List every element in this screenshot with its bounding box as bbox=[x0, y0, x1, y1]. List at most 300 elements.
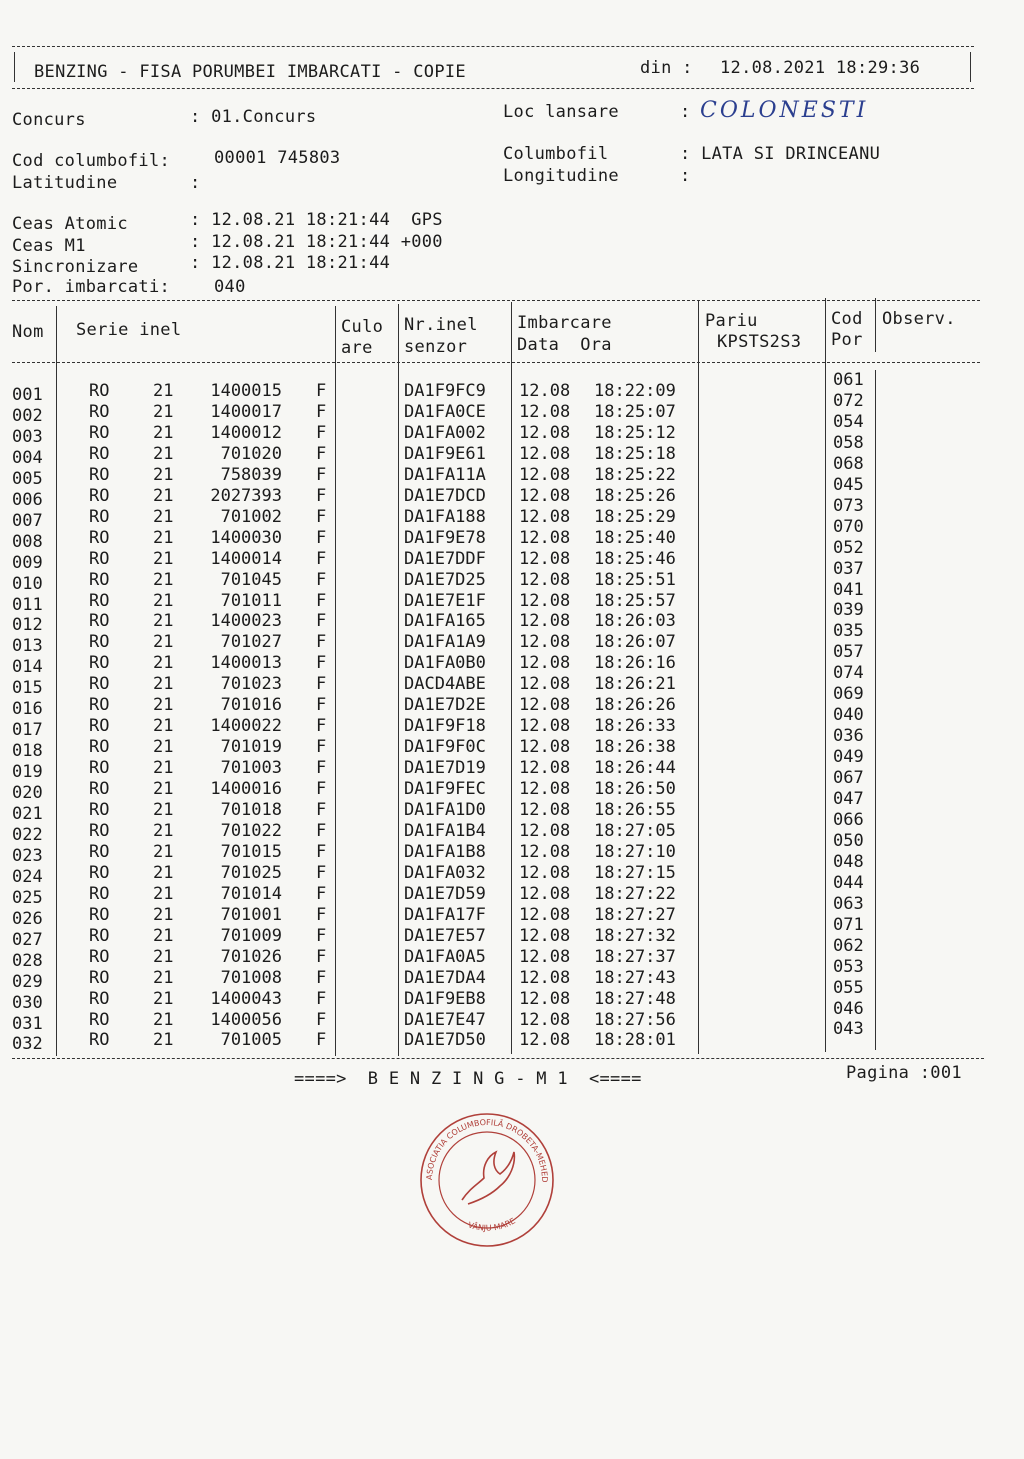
row-data: 12.08 bbox=[519, 820, 571, 841]
cod-por-value: 055 bbox=[833, 977, 864, 998]
cod-por-value: 050 bbox=[833, 830, 864, 851]
row-nom: 021 bbox=[12, 804, 43, 824]
row-an: 21 bbox=[153, 527, 174, 548]
row-nr-inel: 701005 bbox=[220, 1030, 282, 1051]
cod-por-value: 047 bbox=[833, 789, 864, 809]
row-nr-inel: 701003 bbox=[220, 758, 282, 779]
row-sex: F bbox=[316, 527, 327, 548]
row-nr-inel: 1400022 bbox=[210, 716, 282, 737]
row-sex: F bbox=[316, 946, 327, 967]
row-an: 21 bbox=[153, 695, 174, 716]
row-nom: 025 bbox=[12, 887, 43, 908]
cod-por-value: 046 bbox=[833, 998, 864, 1019]
row-nom: 016 bbox=[12, 699, 43, 720]
row-tara: RO bbox=[89, 506, 110, 527]
col-pariu-2: KPSTS2S3 bbox=[717, 332, 802, 352]
por-imbarcati-label: Por. imbarcati: bbox=[12, 277, 171, 297]
row-an: 21 bbox=[153, 506, 174, 527]
row-data: 12.08 bbox=[519, 779, 571, 800]
latitudine-label: Latitudine bbox=[12, 173, 118, 193]
cod-por-value: 061 bbox=[833, 370, 864, 390]
ceas-m1-label: Ceas M1 bbox=[12, 236, 86, 256]
row-nom: 009 bbox=[12, 552, 43, 573]
row-senzor: DA1F9E78 bbox=[404, 527, 486, 548]
row-data: 12.08 bbox=[519, 904, 571, 925]
row-ora: 18:26:33 bbox=[594, 716, 676, 737]
row-an: 21 bbox=[153, 674, 174, 695]
row-tara: RO bbox=[89, 716, 110, 737]
row-tara: RO bbox=[89, 841, 110, 862]
row-senzor: DA1E7D59 bbox=[404, 883, 486, 904]
row-ora: 18:27:27 bbox=[594, 904, 676, 925]
row-nom: 026 bbox=[12, 908, 43, 929]
row-data: 12.08 bbox=[519, 653, 571, 674]
cod-por-value: 052 bbox=[833, 537, 864, 558]
row-an: 21 bbox=[153, 422, 174, 443]
row-sex: F bbox=[316, 820, 327, 841]
row-data: 12.08 bbox=[519, 527, 571, 548]
row-tara: RO bbox=[89, 485, 110, 506]
col-observatii: Observ. bbox=[882, 309, 956, 329]
row-data: 12.08 bbox=[519, 381, 571, 401]
row-nr-inel: 701016 bbox=[220, 695, 282, 716]
row-data: 12.08 bbox=[519, 569, 571, 590]
row-nr-inel: 701014 bbox=[220, 883, 282, 904]
print-datetime: 12.08.2021 18:29:36 bbox=[720, 58, 921, 78]
row-sex: F bbox=[316, 988, 327, 1009]
row-ora: 18:25:51 bbox=[594, 569, 676, 590]
row-an: 21 bbox=[153, 485, 174, 506]
row-senzor: DACD4ABE bbox=[404, 674, 486, 695]
row-tara: RO bbox=[89, 527, 110, 548]
row-senzor: DA1FA1B4 bbox=[404, 820, 486, 841]
cod-por-value: 045 bbox=[833, 474, 864, 495]
row-tara: RO bbox=[89, 443, 110, 464]
row-data: 12.08 bbox=[519, 716, 571, 737]
row-an: 21 bbox=[153, 758, 174, 779]
row-nom: 017 bbox=[12, 720, 43, 741]
cod-por-value: 041 bbox=[833, 579, 864, 600]
row-nr-inel: 1400012 bbox=[210, 422, 282, 443]
row-nom: 010 bbox=[12, 573, 43, 594]
longitudine-label: Longitudine bbox=[503, 166, 619, 186]
row-ora: 18:25:40 bbox=[594, 527, 676, 548]
row-senzor: DA1E7DCD bbox=[404, 485, 486, 506]
row-nr-inel: 1400043 bbox=[210, 988, 282, 1009]
row-tara: RO bbox=[89, 1009, 110, 1030]
row-ora: 18:26:44 bbox=[594, 758, 676, 779]
stamp-text-bottom: VÂNJU MARE bbox=[466, 1216, 517, 1233]
row-data: 12.08 bbox=[519, 737, 571, 758]
cod-por-value: 069 bbox=[833, 684, 864, 705]
row-sex: F bbox=[316, 548, 327, 569]
row-senzor: DA1FA17F bbox=[404, 904, 486, 925]
row-data: 12.08 bbox=[519, 464, 571, 485]
cod-por-value: 035 bbox=[833, 621, 864, 642]
col-nom: Nom bbox=[12, 322, 44, 342]
row-nom: 030 bbox=[12, 992, 43, 1013]
latitudine-value: : bbox=[190, 173, 201, 193]
cod-por-value: 044 bbox=[833, 872, 864, 893]
row-an: 21 bbox=[153, 611, 174, 632]
row-tara: RO bbox=[89, 590, 110, 611]
row-an: 21 bbox=[153, 883, 174, 904]
row-senzor: DA1E7E1F bbox=[404, 590, 486, 611]
row-nom: 018 bbox=[12, 741, 43, 762]
row-data: 12.08 bbox=[519, 758, 571, 779]
cod-por-value: 072 bbox=[833, 390, 864, 411]
row-data: 12.08 bbox=[519, 674, 571, 695]
cod-por-value: 049 bbox=[833, 747, 864, 768]
row-nom: 011 bbox=[12, 594, 43, 615]
row-tara: RO bbox=[89, 967, 110, 988]
row-nom: 002 bbox=[12, 405, 43, 426]
header-bottom-rule bbox=[12, 88, 974, 89]
row-ora: 18:26:16 bbox=[594, 653, 676, 674]
ceas-m1-value: : 12.08.21 18:21:44 +000 bbox=[190, 232, 443, 252]
row-senzor: DA1FA0CE bbox=[404, 401, 486, 422]
cod-por-value: 053 bbox=[833, 956, 864, 977]
sep-cod bbox=[875, 298, 876, 352]
row-an: 21 bbox=[153, 632, 174, 653]
row-ora: 18:26:50 bbox=[594, 779, 676, 800]
row-nr-inel: 701015 bbox=[220, 841, 282, 862]
row-sex: F bbox=[316, 443, 327, 464]
row-sex: F bbox=[316, 653, 327, 674]
cod-por-value: 058 bbox=[833, 432, 864, 453]
row-tara: RO bbox=[89, 800, 110, 820]
row-sex: F bbox=[316, 590, 327, 611]
row-senzor: DA1FA165 bbox=[404, 611, 486, 632]
row-ora: 18:25:26 bbox=[594, 485, 676, 506]
row-tara: RO bbox=[89, 548, 110, 569]
row-ora: 18:22:09 bbox=[594, 381, 676, 401]
row-ora: 18:25:46 bbox=[594, 548, 676, 569]
row-tara: RO bbox=[89, 674, 110, 695]
row-nom: 029 bbox=[12, 971, 43, 992]
row-senzor: DA1FA1B8 bbox=[404, 841, 486, 862]
row-an: 21 bbox=[153, 820, 174, 841]
row-data: 12.08 bbox=[519, 1009, 571, 1030]
row-senzor: DA1FA0B0 bbox=[404, 653, 486, 674]
loc-lansare-label: Loc lansare bbox=[503, 102, 619, 122]
cod-por-value: 040 bbox=[833, 705, 864, 726]
cod-por-value: 068 bbox=[833, 453, 864, 474]
concurs-label: Concurs bbox=[12, 110, 86, 130]
row-ora: 18:27:32 bbox=[594, 925, 676, 946]
row-senzor: DA1FA11A bbox=[404, 464, 486, 485]
row-nom: 019 bbox=[12, 762, 43, 783]
row-nr-inel: 701027 bbox=[220, 632, 282, 653]
row-sex: F bbox=[316, 569, 327, 590]
columbofil-label: Columbofil bbox=[503, 144, 609, 164]
row-senzor: DA1F9F18 bbox=[404, 716, 486, 737]
row-ora: 18:26:07 bbox=[594, 632, 676, 653]
col-imbarcare-2: Data Ora bbox=[517, 335, 612, 355]
row-senzor: DA1FA0A5 bbox=[404, 946, 486, 967]
row-nom: 024 bbox=[12, 866, 43, 887]
footer-banner: ====> B E N Z I N G - M 1 <==== bbox=[294, 1069, 642, 1089]
row-senzor: DA1FA188 bbox=[404, 506, 486, 527]
row-tara: RO bbox=[89, 611, 110, 632]
concurs-value: : 01.Concurs bbox=[190, 107, 317, 127]
row-nr-inel: 701045 bbox=[220, 569, 282, 590]
por-imbarcati-value: 040 bbox=[214, 277, 246, 297]
row-tara: RO bbox=[89, 946, 110, 967]
row-an: 21 bbox=[153, 443, 174, 464]
row-nr-inel: 701001 bbox=[220, 904, 282, 925]
row-sex: F bbox=[316, 1030, 327, 1051]
row-data: 12.08 bbox=[519, 611, 571, 632]
row-ora: 18:26:03 bbox=[594, 611, 676, 632]
row-an: 21 bbox=[153, 464, 174, 485]
row-nr-inel: 701023 bbox=[220, 674, 282, 695]
row-nom: 001 bbox=[12, 385, 43, 405]
row-nr-inel: 701019 bbox=[220, 737, 282, 758]
header-top-rule bbox=[12, 46, 974, 47]
stamp-text-top: ASOCIATIA COLUMBOFILĂ DROBETA-MEHED bbox=[424, 1117, 550, 1183]
cod-por-value: 071 bbox=[833, 914, 864, 935]
row-nr-inel: 701018 bbox=[220, 800, 282, 820]
row-sex: F bbox=[316, 800, 327, 820]
row-sex: F bbox=[316, 841, 327, 862]
row-data: 12.08 bbox=[519, 506, 571, 527]
row-tara: RO bbox=[89, 464, 110, 485]
row-nom: 005 bbox=[12, 468, 43, 489]
dove-icon bbox=[462, 1152, 514, 1204]
row-ora: 18:26:55 bbox=[594, 800, 676, 820]
cod-por-value: 043 bbox=[833, 1019, 864, 1040]
cod-por-value: 039 bbox=[833, 600, 864, 621]
row-tara: RO bbox=[89, 569, 110, 590]
cod-columbofil-label: Cod columbofil: bbox=[12, 151, 171, 171]
row-nr-inel: 1400015 bbox=[210, 381, 282, 401]
row-nom: 032 bbox=[12, 1034, 43, 1055]
row-nom: 008 bbox=[12, 531, 43, 552]
row-ora: 18:27:15 bbox=[594, 862, 676, 883]
row-sex: F bbox=[316, 716, 327, 737]
row-tara: RO bbox=[89, 695, 110, 716]
row-senzor: DA1FA032 bbox=[404, 862, 486, 883]
col-culoare-2: are bbox=[341, 338, 373, 358]
cod-por-value: 067 bbox=[833, 768, 864, 789]
row-nom: 006 bbox=[12, 489, 43, 510]
row-ora: 18:27:37 bbox=[594, 946, 676, 967]
row-data: 12.08 bbox=[519, 800, 571, 820]
row-an: 21 bbox=[153, 381, 174, 401]
row-nr-inel: 1400030 bbox=[210, 527, 282, 548]
col-imbarcare-1: Imbarcare bbox=[517, 313, 612, 333]
row-sex: F bbox=[316, 758, 327, 779]
row-an: 21 bbox=[153, 862, 174, 883]
row-ora: 18:27:10 bbox=[594, 841, 676, 862]
row-ora: 18:25:07 bbox=[594, 401, 676, 422]
sincronizare-label: Sincronizare bbox=[12, 257, 139, 277]
cod-por-value: 073 bbox=[833, 495, 864, 516]
row-ora: 18:26:26 bbox=[594, 695, 676, 716]
row-senzor: DA1FA1D0 bbox=[404, 800, 486, 820]
row-sex: F bbox=[316, 401, 327, 422]
row-tara: RO bbox=[89, 1030, 110, 1051]
row-ora: 18:25:57 bbox=[594, 590, 676, 611]
row-data: 12.08 bbox=[519, 401, 571, 422]
row-nom: 015 bbox=[12, 678, 43, 699]
row-senzor: DA1FA1A9 bbox=[404, 632, 486, 653]
row-sex: F bbox=[316, 883, 327, 904]
row-sex: F bbox=[316, 381, 327, 401]
page-number: Pagina :001 bbox=[846, 1063, 962, 1083]
row-nom: 007 bbox=[12, 510, 43, 531]
row-an: 21 bbox=[153, 548, 174, 569]
header-right-border bbox=[970, 52, 971, 82]
row-sex: F bbox=[316, 632, 327, 653]
row-an: 21 bbox=[153, 988, 174, 1009]
row-data: 12.08 bbox=[519, 841, 571, 862]
row-data: 12.08 bbox=[519, 925, 571, 946]
cod-por-value: 074 bbox=[833, 663, 864, 684]
cod-por-value: 054 bbox=[833, 411, 864, 432]
row-data: 12.08 bbox=[519, 1030, 571, 1051]
row-tara: RO bbox=[89, 904, 110, 925]
stamp-inner-ring bbox=[439, 1132, 535, 1228]
row-senzor: DA1E7D50 bbox=[404, 1030, 486, 1051]
loc-lansare-colon: : bbox=[680, 102, 691, 122]
row-data: 12.08 bbox=[519, 590, 571, 611]
table-bottom-rule bbox=[12, 1058, 984, 1059]
row-senzor: DA1E7E57 bbox=[404, 925, 486, 946]
row-sex: F bbox=[316, 674, 327, 695]
row-ora: 18:27:22 bbox=[594, 883, 676, 904]
row-senzor: DA1E7D2E bbox=[404, 695, 486, 716]
row-tara: RO bbox=[89, 988, 110, 1009]
row-tara: RO bbox=[89, 381, 110, 401]
cod-por-value: 070 bbox=[833, 516, 864, 537]
row-nr-inel: 701009 bbox=[220, 925, 282, 946]
row-senzor: DA1F9FEC bbox=[404, 779, 486, 800]
row-nom: 023 bbox=[12, 845, 43, 866]
row-nr-inel: 1400014 bbox=[210, 548, 282, 569]
cod-por-value: 066 bbox=[833, 809, 864, 830]
row-data: 12.08 bbox=[519, 632, 571, 653]
row-senzor: DA1E7DDF bbox=[404, 548, 486, 569]
row-sex: F bbox=[316, 779, 327, 800]
row-nom: 031 bbox=[12, 1013, 43, 1034]
row-nom: 003 bbox=[12, 426, 43, 447]
row-nr-inel: 701026 bbox=[220, 946, 282, 967]
row-an: 21 bbox=[153, 569, 174, 590]
row-sex: F bbox=[316, 925, 327, 946]
row-nom: 020 bbox=[12, 783, 43, 804]
col-cod-1: Cod bbox=[831, 309, 863, 329]
row-nom: 004 bbox=[12, 447, 43, 468]
association-stamp bbox=[412, 1108, 562, 1248]
row-sex: F bbox=[316, 506, 327, 527]
row-nr-inel: 1400056 bbox=[210, 1009, 282, 1030]
row-nr-inel: 701008 bbox=[220, 967, 282, 988]
row-data: 12.08 bbox=[519, 485, 571, 506]
row-nom: 022 bbox=[12, 824, 43, 845]
row-nom: 013 bbox=[12, 636, 43, 657]
row-data: 12.08 bbox=[519, 422, 571, 443]
cod-por-value: 057 bbox=[833, 642, 864, 663]
row-ora: 18:27:56 bbox=[594, 1009, 676, 1030]
row-nom: 028 bbox=[12, 950, 43, 971]
cod-por-value: 063 bbox=[833, 893, 864, 914]
ceas-atomic-value: : 12.08.21 18:21:44 GPS bbox=[190, 210, 443, 230]
row-tara: RO bbox=[89, 820, 110, 841]
row-nom: 014 bbox=[12, 657, 43, 678]
row-ora: 18:25:22 bbox=[594, 464, 676, 485]
row-senzor: DA1E7E47 bbox=[404, 1009, 486, 1030]
row-nr-inel: 701011 bbox=[220, 590, 282, 611]
cod-columbofil-value: 00001 745803 bbox=[214, 148, 341, 168]
row-tara: RO bbox=[89, 779, 110, 800]
row-data: 12.08 bbox=[519, 946, 571, 967]
row-tara: RO bbox=[89, 758, 110, 779]
row-sex: F bbox=[316, 737, 327, 758]
row-nr-inel: 701002 bbox=[220, 506, 282, 527]
row-sex: F bbox=[316, 464, 327, 485]
row-ora: 18:25:12 bbox=[594, 422, 676, 443]
row-an: 21 bbox=[153, 401, 174, 422]
row-tara: RO bbox=[89, 925, 110, 946]
row-an: 21 bbox=[153, 967, 174, 988]
table-header-rule bbox=[12, 362, 980, 363]
loc-lansare-handwritten: COLONESTI bbox=[700, 98, 869, 123]
row-nr-inel: 701020 bbox=[220, 443, 282, 464]
row-nom: 012 bbox=[12, 615, 43, 636]
row-senzor: DA1F9E61 bbox=[404, 443, 486, 464]
row-nr-inel: 701022 bbox=[220, 820, 282, 841]
row-senzor: DA1F9FC9 bbox=[404, 381, 486, 401]
row-an: 21 bbox=[153, 841, 174, 862]
row-nr-inel: 1400016 bbox=[210, 779, 282, 800]
stamp-svg bbox=[412, 1108, 562, 1248]
row-tara: RO bbox=[89, 422, 110, 443]
col-cod-2: Por bbox=[831, 330, 863, 350]
row-data: 12.08 bbox=[519, 988, 571, 1009]
row-senzor: DA1FA002 bbox=[404, 422, 486, 443]
row-nr-inel: 758039 bbox=[220, 464, 282, 485]
row-sex: F bbox=[316, 485, 327, 506]
sincronizare-value: : 12.08.21 18:21:44 bbox=[190, 253, 391, 273]
row-data: 12.08 bbox=[519, 967, 571, 988]
row-nr-inel: 1400013 bbox=[210, 653, 282, 674]
row-sex: F bbox=[316, 1009, 327, 1030]
row-senzor: DA1E7DA4 bbox=[404, 967, 486, 988]
row-ora: 18:27:43 bbox=[594, 967, 676, 988]
cod-por-value: 048 bbox=[833, 851, 864, 872]
row-data: 12.08 bbox=[519, 443, 571, 464]
row-data: 12.08 bbox=[519, 695, 571, 716]
row-ora: 18:27:48 bbox=[594, 988, 676, 1009]
row-an: 21 bbox=[153, 653, 174, 674]
row-an: 21 bbox=[153, 779, 174, 800]
col-serie-inel: Serie inel bbox=[76, 320, 182, 340]
row-an: 21 bbox=[153, 800, 174, 820]
col-pariu-1: Pariu bbox=[705, 311, 758, 331]
row-ora: 18:27:05 bbox=[594, 820, 676, 841]
row-senzor: DA1F9EB8 bbox=[404, 988, 486, 1009]
longitudine-value: : bbox=[680, 166, 691, 186]
col-culoare-1: Culo bbox=[341, 317, 384, 337]
col-nr-inel-2: senzor bbox=[404, 337, 468, 357]
cod-por-value: 037 bbox=[833, 558, 864, 579]
row-data: 12.08 bbox=[519, 883, 571, 904]
row-an: 21 bbox=[153, 925, 174, 946]
header-left-border bbox=[14, 52, 15, 82]
row-nr-inel: 701025 bbox=[220, 862, 282, 883]
